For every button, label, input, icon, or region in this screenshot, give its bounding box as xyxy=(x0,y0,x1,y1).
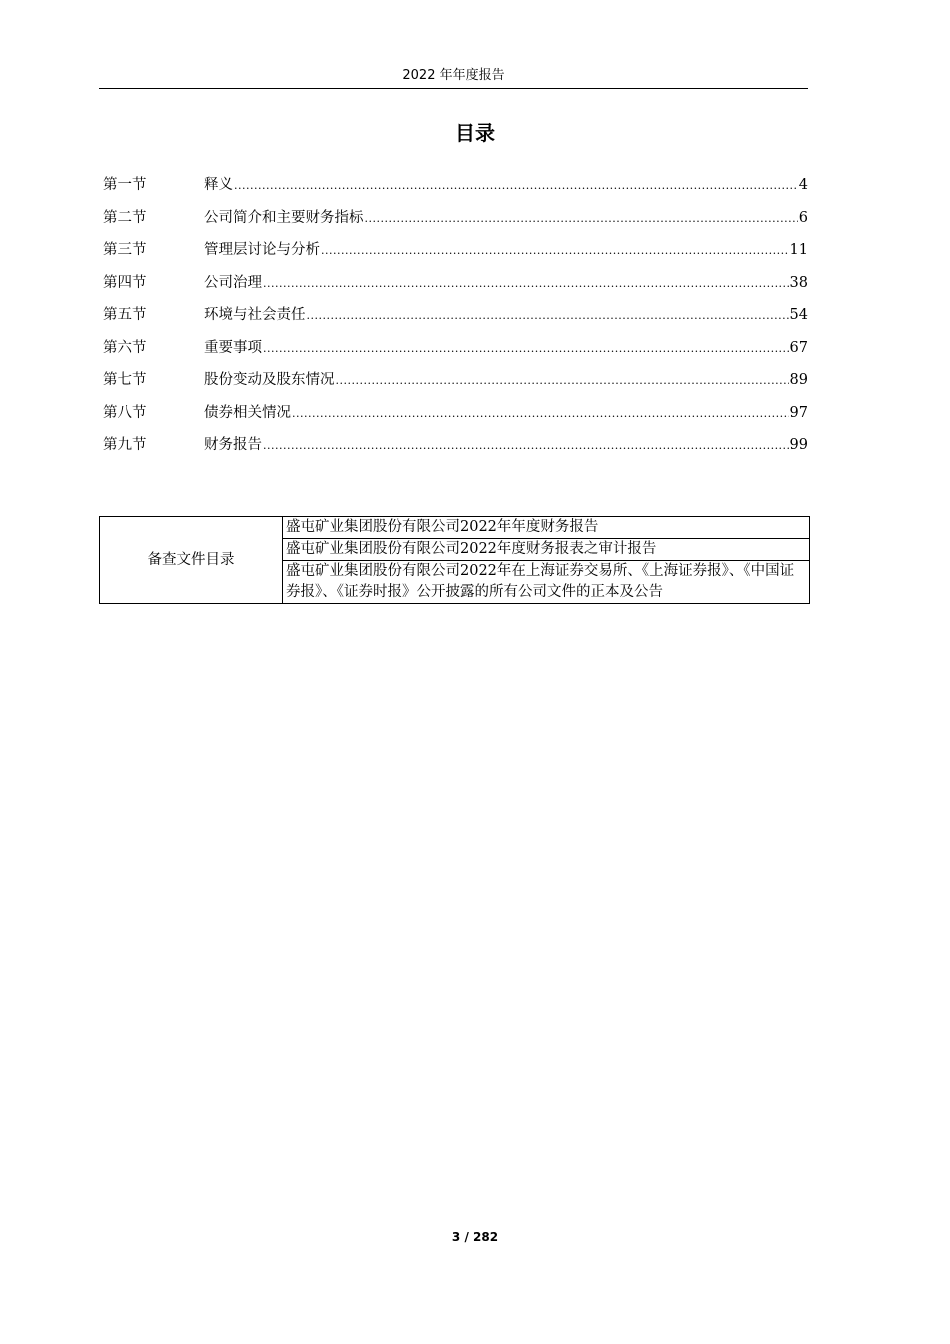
page-header: 2022 年年度报告 xyxy=(99,66,808,89)
toc-entry[interactable] xyxy=(103,367,808,400)
reference-documents-table xyxy=(99,516,810,604)
page-number: 3 / 282 xyxy=(451,1230,499,1244)
toc-page-number: 99 xyxy=(789,437,808,453)
toc-section-title: 环境与社会责任 xyxy=(204,307,306,323)
toc-page-number: 97 xyxy=(789,404,808,421)
toc-section-number: 第七节 xyxy=(103,372,147,388)
toc-entry[interactable] xyxy=(103,432,808,465)
toc-section-title: 财务报告 xyxy=(204,437,262,453)
reference-document-item: 盛屯矿业集团股份有限公司2022年度财务报表之审计报告 xyxy=(283,539,810,561)
toc-section-number: 第一节 xyxy=(103,177,147,193)
toc-section-number: 第四节 xyxy=(103,274,147,291)
toc-section-number: 第六节 xyxy=(103,339,147,356)
toc-page-number: 4 xyxy=(798,177,808,193)
toc-section-title: 释义 xyxy=(204,177,233,193)
toc-dot-leader xyxy=(307,303,789,329)
toc-page-number: 89 xyxy=(789,372,808,388)
toc-section-number: 第九节 xyxy=(103,437,147,453)
toc-entry[interactable] xyxy=(103,335,808,368)
toc-section-title: 重要事项 xyxy=(204,339,262,356)
table-row xyxy=(100,517,810,539)
toc-section-title: 管理层讨论与分析 xyxy=(204,242,320,258)
toc-dot-leader xyxy=(234,173,798,199)
toc-dot-leader xyxy=(263,336,789,362)
page-title: 目录 xyxy=(455,121,495,145)
reference-documents-heading: 备查文件目录 xyxy=(100,517,283,604)
toc-page-number: 54 xyxy=(789,307,808,323)
toc-page-number: 67 xyxy=(789,339,808,356)
table-of-contents xyxy=(103,172,808,465)
toc-page-number: 38 xyxy=(789,274,808,291)
toc-section-number: 第八节 xyxy=(103,404,147,421)
toc-dot-leader xyxy=(321,238,789,264)
toc-entry[interactable] xyxy=(103,270,808,303)
toc-dot-leader xyxy=(292,401,789,427)
toc-entry[interactable] xyxy=(103,302,808,335)
toc-entry[interactable] xyxy=(103,400,808,433)
reference-document-item: 盛屯矿业集团股份有限公司2022年在上海证券交易所、《上海证券报》、《中国证券报》、《证券时报》公开披露的所有公司文件的正本及公告 xyxy=(283,561,810,604)
toc-section-number: 第三节 xyxy=(103,242,147,258)
toc-entry[interactable] xyxy=(103,205,808,238)
toc-dot-leader xyxy=(365,206,798,232)
toc-entry[interactable] xyxy=(103,237,808,270)
toc-dot-leader xyxy=(263,271,789,297)
toc-dot-leader xyxy=(263,433,789,459)
toc-section-number: 第二节 xyxy=(103,209,147,226)
toc-section-title: 股份变动及股东情况 xyxy=(204,372,335,388)
toc-dot-leader xyxy=(336,368,789,394)
toc-section-title: 公司治理 xyxy=(204,274,262,291)
toc-section-title: 债券相关情况 xyxy=(204,404,291,421)
toc-page-number: 6 xyxy=(798,209,808,226)
toc-entry[interactable] xyxy=(103,172,808,205)
toc-section-number: 第五节 xyxy=(103,307,147,323)
toc-page-number: 11 xyxy=(789,242,808,258)
reference-document-item: 盛屯矿业集团股份有限公司2022年年度财务报告 xyxy=(283,517,810,539)
toc-section-title: 公司简介和主要财务指标 xyxy=(204,209,364,226)
